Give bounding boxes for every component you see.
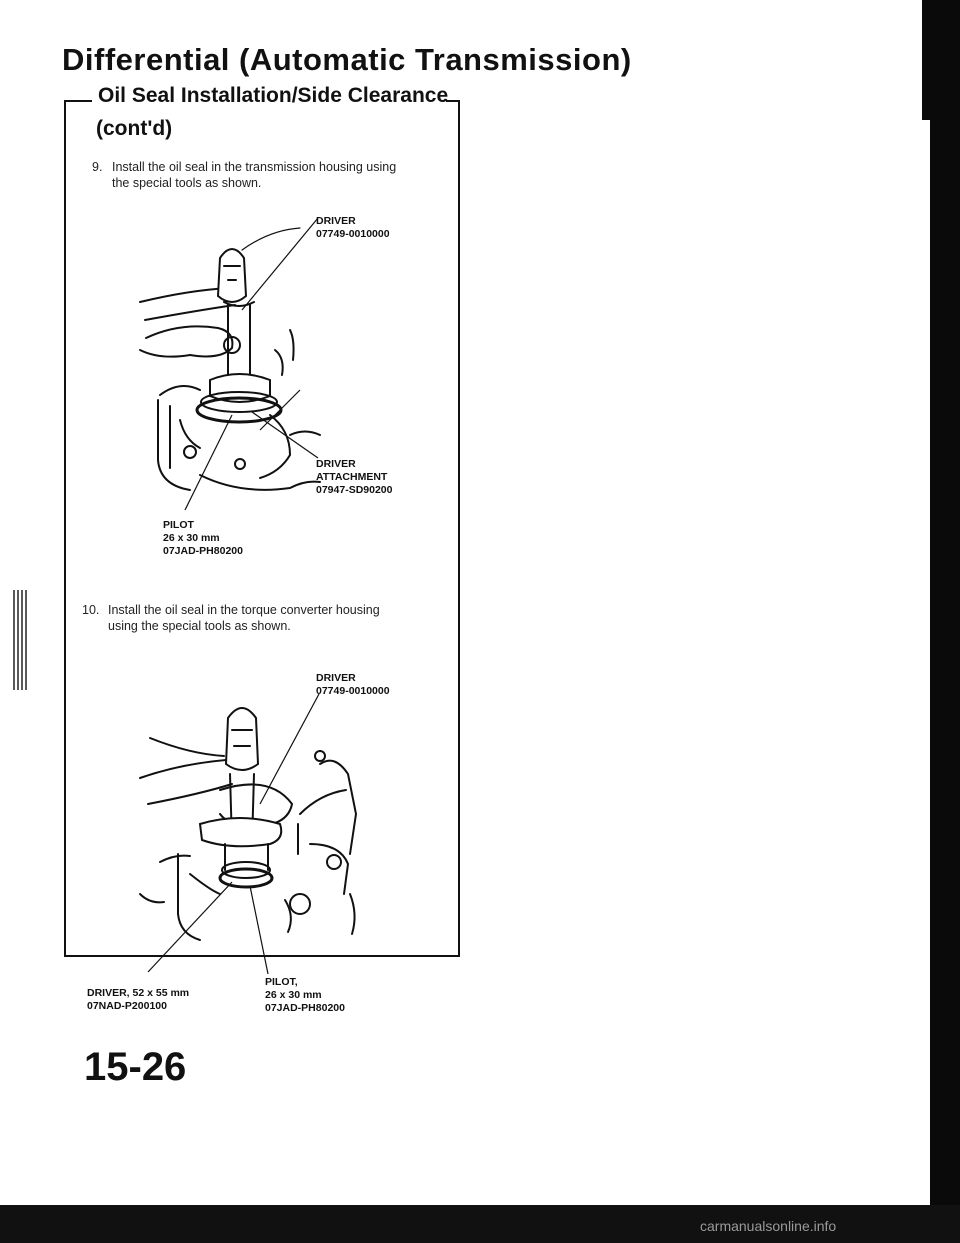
callout-line: DRIVER: [316, 215, 356, 227]
callout-line: ATTACHMENT: [316, 471, 388, 483]
page-title: Differential (Automatic Transmission): [62, 42, 632, 77]
callout-line: 26 x 30 mm: [163, 532, 220, 544]
callout-line: 07749-0010000: [316, 228, 390, 240]
step-text-line: Install the oil seal in the torque converter housing: [108, 603, 380, 617]
callout-line: PILOT: [163, 519, 194, 531]
page-edge-notch: [922, 0, 932, 120]
step-10: [82, 602, 380, 634]
callout-line: DRIVER: [316, 672, 356, 684]
callout-driver: [316, 215, 390, 241]
page-edge-bar: [930, 0, 960, 1243]
step-text-line: the special tools as shown.: [112, 176, 262, 190]
callout-line: PILOT,: [265, 976, 298, 988]
callout-line: 07JAD-PH80200: [265, 1002, 345, 1014]
callout-line: DRIVER, 52 x 55 mm: [87, 987, 190, 999]
callout-driver-attachment: [316, 458, 392, 497]
watermark-text: carmanualsonline.info: [700, 1218, 837, 1234]
page-number: 15-26: [84, 1045, 187, 1089]
section-title: Oil Seal Installation/Side Clearance: [98, 84, 449, 107]
binding-marks: [11, 590, 31, 690]
callout-line: 07NAD-P200100: [87, 1000, 167, 1012]
step-number: 9.: [92, 160, 103, 174]
frame-top-left: [64, 100, 92, 102]
callout-line: 07749-0010000: [316, 685, 390, 697]
step-text-line: Install the oil seal in the transmission housing using: [112, 160, 397, 174]
callout-line: 26 x 30 mm: [265, 989, 322, 1001]
callout-line: 07JAD-PH80200: [163, 545, 243, 557]
figure-2-illustration: [120, 694, 420, 988]
callout-pilot-2: [265, 976, 345, 1015]
step-text-line: using the special tools as shown.: [108, 619, 291, 633]
callout-pilot: [163, 519, 243, 558]
callout-line: DRIVER: [316, 458, 356, 470]
step-9: [92, 159, 397, 191]
callout-line: 07947-SD90200: [316, 484, 393, 496]
step-number: 10.: [82, 603, 100, 617]
section-title-contd: (cont'd): [96, 117, 173, 140]
callout-driver-52x55: [87, 987, 189, 1013]
